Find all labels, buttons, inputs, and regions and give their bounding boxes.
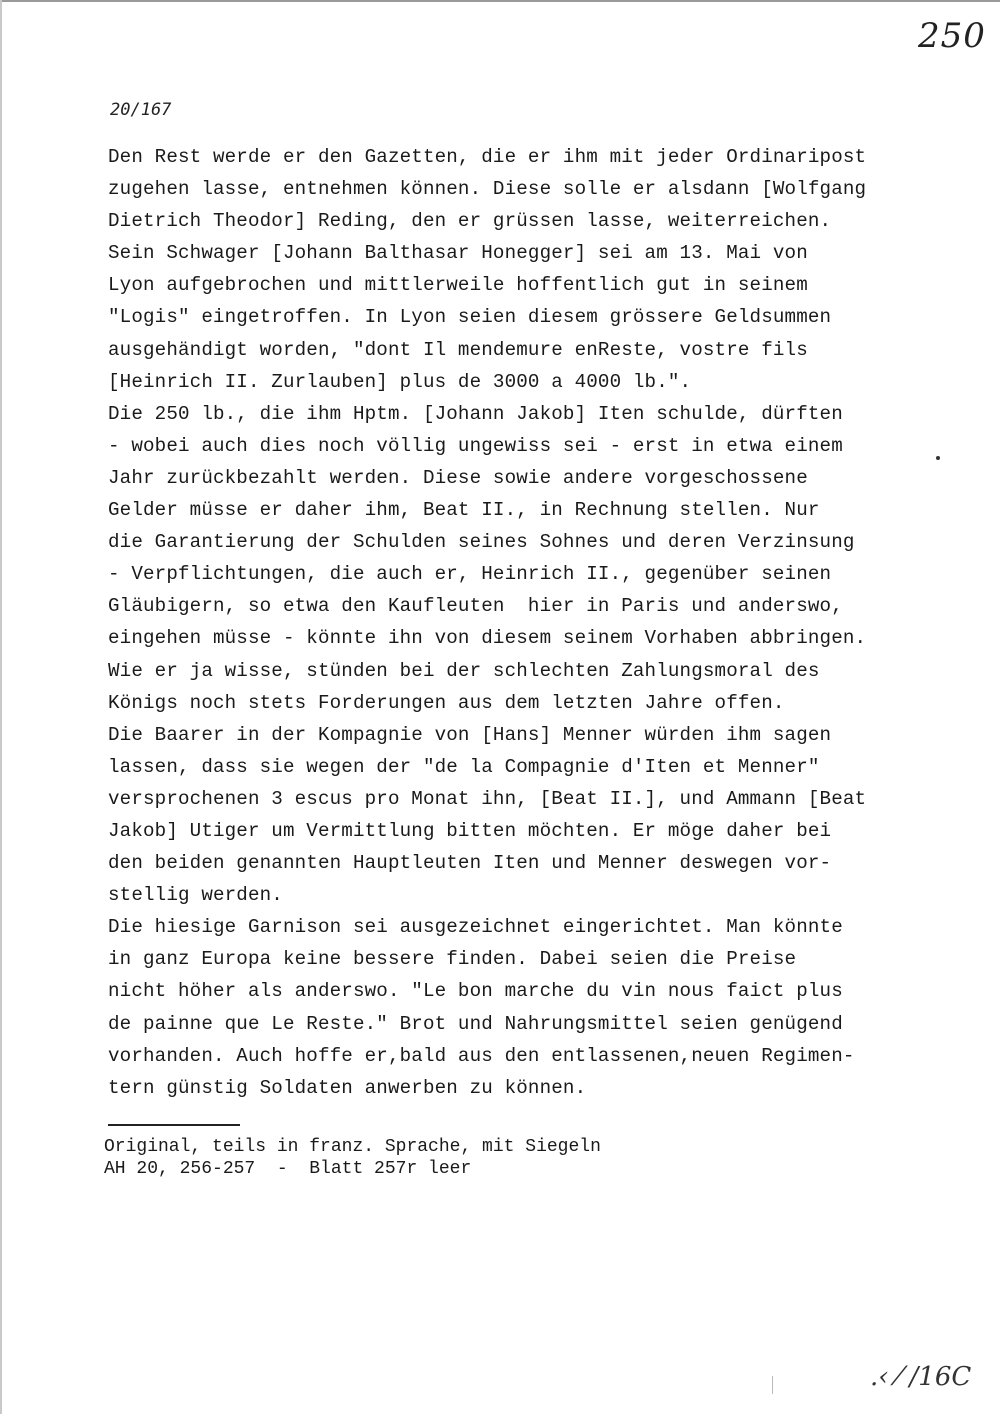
scan-edge-top <box>0 0 1000 2</box>
body-line: Jahr zurückbezahlt werden. Diese sowie andere vorgeschossene <box>108 466 808 489</box>
body-line: Gelder müsse er daher ihm, Beat II., in Rechnung stellen. Nur <box>108 499 820 522</box>
body-line: Königs noch stets Forderungen aus dem letzten Jahre offen. <box>108 691 785 714</box>
body-line: ausgehändigt worden, "dont Il mendemure enReste, vostre fils <box>108 338 808 361</box>
body-line: "Logis" eingetroffen. In Lyon seien diesem grössere Geldsummen <box>108 306 832 329</box>
body-line: tern günstig Soldaten anwerben zu können. <box>108 1076 587 1099</box>
document-body <box>108 141 908 1104</box>
body-line: in ganz Europa keine bessere finden. Dabei seien die Preise <box>108 948 797 971</box>
body-line: de painne que Le Reste." Brot und Nahrungsmittel seien genügend <box>108 1012 843 1035</box>
footnote <box>104 1136 601 1180</box>
scan-speck <box>936 456 940 460</box>
scan-mark <box>772 1376 773 1394</box>
body-line: - Verpflichtungen, die auch er, Heinrich II., gegenüber seinen <box>108 563 832 586</box>
body-line: Den Rest werde er den Gazetten, die er ihm mit jeder Ordinaripost <box>108 146 867 168</box>
body-line: eingehen müsse - könnte ihn von diesem seinem Vorhaben abbringen. <box>108 627 867 650</box>
document-reference: 20/167 <box>110 100 172 120</box>
handwritten-page-number: 250 <box>918 16 986 56</box>
body-line: Gläubigern, so etwa den Kaufleuten hier in Paris und anderswo, <box>108 595 843 618</box>
footnote-location-line: AH 20, 256-257 - Blatt 257r leer <box>104 1159 472 1179</box>
body-line: stellig werden. <box>108 884 283 907</box>
body-line: Dietrich Theodor] Reding, den er grüssen lasse, weiterreichen. <box>108 210 832 233</box>
body-line: Wie er ja wisse, stünden bei der schlechten Zahlungsmoral des <box>108 659 820 682</box>
handwritten-archive-mark: .‹ ⁄ /16C <box>870 1362 972 1392</box>
body-line: lassen, dass sie wegen der "de la Compagnie d'Iten et Menner" <box>108 755 820 778</box>
body-line: Die Baarer in der Kompagnie von [Hans] Menner würden ihm sagen <box>108 723 832 746</box>
body-line: Die hiesige Garnison sei ausgezeichnet eingerichtet. Man könnte <box>108 916 843 939</box>
body-line: - wobei auch dies noch völlig ungewiss sei - erst in etwa einem <box>108 434 843 457</box>
body-line: [Heinrich II. Zurlauben] plus de 3000 a 4000 lb.". <box>108 370 692 393</box>
body-line: nicht höher als anderswo. "Le bon marche du vin nous faict plus <box>108 980 843 1003</box>
body-line: vorhanden. Auch hoffe er,bald aus den entlassenen,neuen Regimen- <box>108 1044 855 1067</box>
footnote-divider <box>108 1124 240 1126</box>
body-line: den beiden genannten Hauptleuten Iten und Menner deswegen vor- <box>108 852 832 875</box>
footnote-source-line: Original, teils in franz. Sprache, mit Siegeln <box>104 1137 601 1157</box>
body-line: Die 250 lb., die ihm Hptm. [Johann Jakob] Iten schulde, dürften <box>108 402 843 425</box>
body-line: Jakob] Utiger um Vermittlung bitten möchten. Er möge daher bei <box>108 819 832 842</box>
body-line: Lyon aufgebrochen und mittlerweile hoffentlich gut in seinem <box>108 274 808 297</box>
scan-edge-left <box>0 0 2 1414</box>
body-line: Sein Schwager [Johann Balthasar Honegger] sei am 13. Mai von <box>108 242 808 265</box>
body-line: die Garantierung der Schulden seines Sohnes und deren Verzinsung <box>108 531 855 554</box>
body-line: zugehen lasse, entnehmen können. Diese solle er alsdann [Wolfgang <box>108 178 867 201</box>
body-line: versprochenen 3 escus pro Monat ihn, [Beat II.], und Ammann [Beat <box>108 787 867 810</box>
